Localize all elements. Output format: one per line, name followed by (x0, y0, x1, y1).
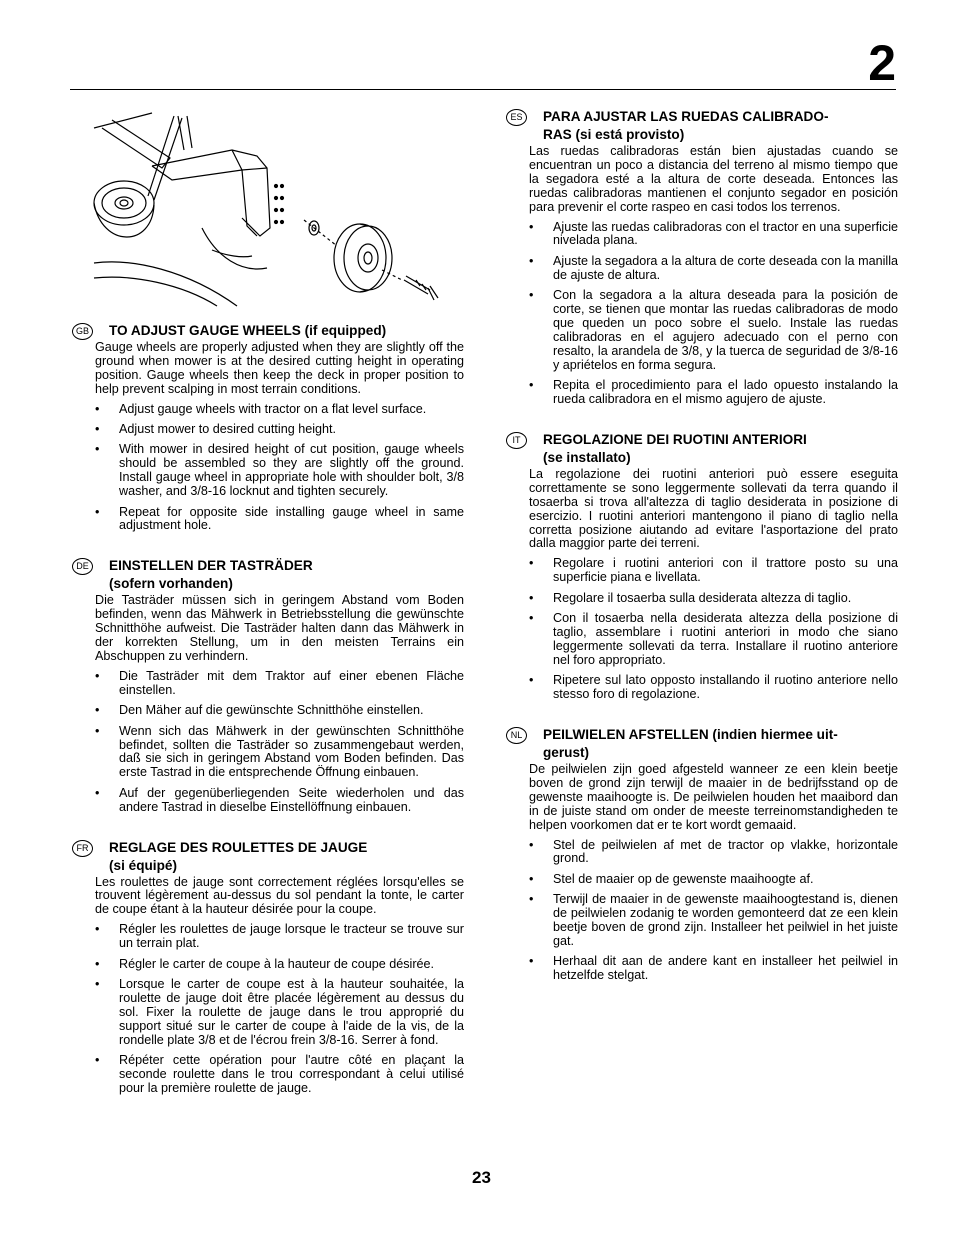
section-gb (72, 322, 464, 533)
language-badge: GB (72, 323, 93, 340)
bullet-list (72, 670, 464, 815)
section-intro: Les roulettes de jauge sont correctement réglées lorsqu'elles se trouvent légèrement au-dessus du sol pendant la tonte, le carter de coupe étant à la hauteur désirée pour la coupe. (95, 874, 464, 917)
section-title-line2: gerust) (543, 745, 590, 760)
section-intro: La regolazione dei ruotini anteriori può essere eseguita correttamente se sono leggermente sollevati da terra quando il tosaerba si trova all'altezza di taglio desiderata in posizione di esercizio. I ruotini anteriori mantengono il piano di taglio nella corretta posizione aiutando ad evitare l'asportazione del prato dalla maggior parte dei terreni. (529, 466, 898, 551)
bullet-item: • Repita el procedimiento para el lado opuesto instalando la rueda calibradora en el mismo agujero de ajuste. (506, 379, 898, 407)
language-badge: DE (72, 558, 93, 575)
bullet-item: • Con la segadora a la altura deseada para la posición de corte, se tienen que montar las ruedas calibradoras de modo que queden un poco sobre el suelo. Instale las ruedas calibradoras en el agujero adecuado con el perno con resalto, la arandela de 3/8, y la tuerca de seguridad de 3/8-16 y apriételos en forma segura. (506, 289, 898, 372)
language-badge: FR (72, 840, 93, 857)
bullet-item: • Adjust mower to desired cutting height. (72, 423, 464, 437)
section-nl (506, 726, 898, 983)
bullet-list (506, 557, 898, 702)
bullet-item: • Terwijl de maaier in de gewenste maaihoogtestand is, dienen de peilwielen zodanig te worden gemonteerd dat ze een klein beetje boven de grond zijn. Installeer het peilwiel in het juiste gat. (506, 893, 898, 949)
header-rule (70, 89, 896, 90)
left-column (72, 108, 464, 1120)
bullet-item: • Repeat for opposite side installing gauge wheel in same adjustment hole. (72, 506, 464, 534)
bullet-item: • Die Tasträder mit dem Traktor auf einer ebenen Fläche einstellen. (72, 670, 464, 698)
section-heading (72, 322, 464, 340)
section-title-line1: REGLAGE DES ROULETTES DE JAUGE (109, 839, 368, 855)
bullet-item: • Stel de peilwielen af met de tractor op vlakke, horizontale grond. (506, 839, 898, 867)
language-badge: IT (506, 432, 527, 449)
bullet-item: • Lorsque le carter de coupe est à la hauteur souhaitée, la roulette de jauge doit être placée légèrement au dessus du sol. Fixer la roulette de jauge dans le trou approprié du support situé sur le carter de coupe à l'aide de la vis, de la rondelle plate 3/8 et de l'écrou frein 3/8-16. Serrer à fond. (72, 978, 464, 1048)
bullet-item: • Régler le carter de coupe à la hauteur de coupe désirée. (72, 958, 464, 972)
section-de (72, 557, 464, 814)
section-title-line1: TO ADJUST GAUGE WHEELS (if equipped) (109, 323, 387, 338)
section-intro: Las ruedas calibradoras están bien ajustadas cuando se encuentran un poco a distancia del terreno al mismo tiempo que la segadora esté a la altura de corte deseada. Entonces las ruedas calibradoras mantienen el conjunto segador en posición para prevenir el corte raspeo en casi todos los terrenos. (529, 144, 898, 214)
language-badge: NL (506, 727, 527, 744)
section-title-line2: (sofern vorhanden) (109, 576, 233, 592)
section-title-line2: (se installato) (543, 449, 631, 465)
chapter-number: 2 (868, 35, 896, 91)
bullet-item: • Ripetere sul lato opposto installando il ruotino anteriore nello stesso foro di regolazione. (506, 674, 898, 702)
section-heading (72, 839, 464, 875)
section-title-line2: (si équipé) (109, 857, 177, 873)
section-intro: Die Tasträder müssen sich in geringem Abstand vom Boden befinden, wenn das Mähwerk in Betriebsstellung die gewünschte Schnitthöhe aufweist. Die Tasträder halten dann das Mähwerk in der korrekten Stellung, um in den meisten Terrains ein Abschuppen zu verhindern. (95, 593, 464, 663)
bullet-item: • Regolare il tosaerba sulla desiderata altezza di taglio. (506, 592, 898, 606)
bullet-item: • Régler les roulettes de jauge lorsque le tracteur se trouve sur un terrain plat. (72, 923, 464, 951)
bullet-item: • Con il tosaerba nella desiderata altezza della posizione di taglio, assemblare i ruotini anteriori in modo che siano leggermente sollevati da terra. Installare il ruotino anteriore nel foro appropriato. (506, 612, 898, 668)
bullet-item: • Wenn sich das Mähwerk in der gewünschten Schnitthöhe befindet, sollten die Tasträder so zusammengebaut werden, daß sie sich in geringem Abstand vom Boden befinden. Das erste Tastrad in die entsprechende Öffnung einbauen. (72, 725, 464, 781)
section-title-line1: REGOLAZIONE DEI RUOTINI ANTERIORI (543, 431, 807, 447)
section-fr (72, 839, 464, 1096)
section-title-line1: PARA AJUSTAR LAS RUEDAS CALIBRADO- (543, 109, 829, 124)
section-heading (72, 557, 464, 593)
bullet-item: • Regolare i ruotini anteriori con il trattore posto su una superficie piana e livellata. (506, 557, 898, 585)
bullet-list (506, 839, 898, 984)
bullet-item: • Ajuste la segadora a la altura de corte deseada con la manilla de ajuste de altura. (506, 255, 898, 283)
section-heading (506, 726, 898, 762)
bullet-item: • Ajuste las ruedas calibradoras con el tractor en una superficie nivelada plana. (506, 221, 898, 249)
section-heading (506, 108, 898, 144)
right-column (506, 108, 898, 1007)
language-badge: ES (506, 109, 527, 126)
section-intro: Gauge wheels are properly adjusted when they are slightly off the ground when mower is at the desired cutting height in operating position. Gauge wheels then keep the deck in proper position to help prevent scalping in most terrain conditions. (95, 340, 464, 396)
page-number: 23 (472, 1168, 491, 1187)
bullet-list (506, 221, 898, 407)
gauge-wheel-illustration (92, 108, 467, 308)
bullet-item: • Herhaal dit aan de andere kant en installeer het peilwiel in hetzelfde stelgat. (506, 955, 898, 983)
section-title-line1: EINSTELLEN DER TASTRÄDER (109, 558, 313, 574)
bullet-list (72, 923, 464, 1095)
bullet-item: • With mower in desired height of cut position, gauge wheels should be assembled so they are slightly off the ground. Install gauge wheel in appropriate hole with shoulder bolt, 3/8 washer, and 3/8-16 locknut and tighten securely. (72, 443, 464, 499)
bullet-item: • Den Mäher auf die gewünschte Schnitthöhe einstellen. (72, 704, 464, 718)
section-intro: De peilwielen zijn goed afgesteld wanneer ze een klein beetje boven de grond zijn terwijl de maaier in de bedrijfsstand op de gewenste maaihoogte is. De peilwielen houden het maaibord dan in de juiste stand om onder de meeste terreinomstandigheden te helpen voorkomen dat er te kort wordt gemaaid. (529, 762, 898, 832)
section-it (506, 431, 898, 702)
section-es (506, 108, 898, 407)
bullet-item: • Adjust gauge wheels with tractor on a flat level surface. (72, 403, 464, 417)
section-title-line1: PEILWIELEN AFSTELLEN (indien hiermee uit- (543, 727, 838, 742)
section-title-line2: RAS (si está provisto) (543, 127, 685, 142)
section-heading (506, 431, 898, 467)
bullet-list (72, 403, 464, 534)
bullet-item: • Répéter cette opération pour l'autre côté en plaçant la seconde roulette dans le trou correspondant à celui utilisé pour la première roulette de jauge. (72, 1054, 464, 1096)
bullet-item: • Auf der gegenüberliegenden Seite wiederholen und das andere Tastrad in dieselbe Einstellöffnung einbauen. (72, 787, 464, 815)
bullet-item: • Stel de maaier op de gewenste maaihoogte af. (506, 873, 898, 887)
